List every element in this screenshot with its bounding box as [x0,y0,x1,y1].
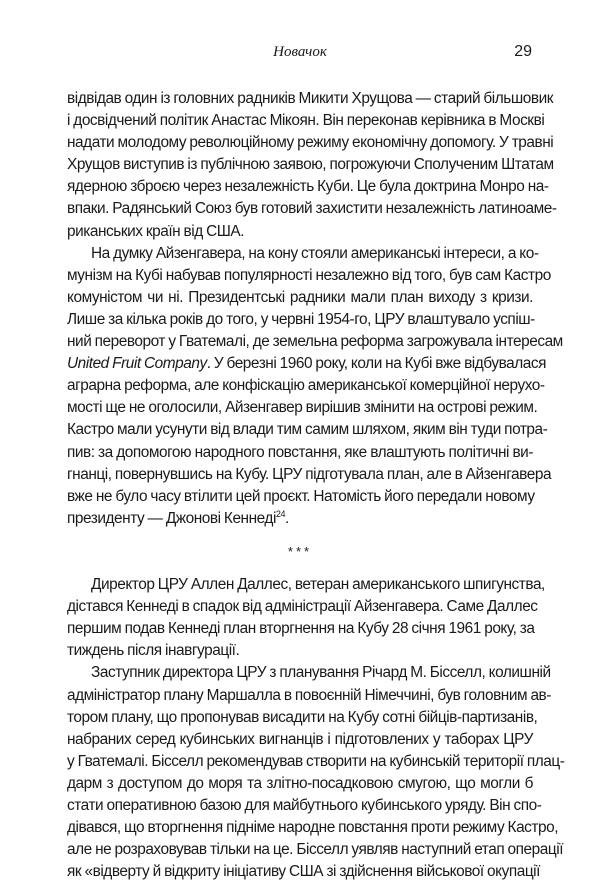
text-line: гнанці, повернувшись на Кубу. ЦРУ підготувала план, але в Айзенгавера [67,465,552,483]
text-line: Директор ЦРУ Аллен Даллес, ветеран американського шпигунства, [91,576,545,594]
text-line: Кастро мали усунути від влади тим самим шляхом, яким він туди потра- [67,421,548,439]
text-line: і досвідчений політик Анастас Мікоян. Він переконав керівника в Москві [67,112,545,130]
section-separator: *** [287,543,313,559]
text-line: дівався, що вторгнення підніме народне повстання проти режиму Кастро, [67,819,559,837]
text-line: ний переворот у Гватемалі, де земельна реформа загрожувала інтересам [67,333,563,351]
text-line: стати оперативною базою для майбутнього кубинського уряду. Він спо- [67,797,542,814]
body-text [67,88,565,883]
text-line: На думку Айзенгавера, на кону стояли американські інтереси, а ко- [91,244,539,262]
footnote-marker: 24 [275,508,286,519]
text-line: тиждень після інавгурації. [67,642,240,660]
text-line: пив: за допомогою народного повстання, яке влаштують політичні ви- [67,443,533,461]
text-line: дістався Кеннеді в спадок від адміністрації Айзенгавера. Саме Даллес [67,598,538,616]
text-line: ядерною зброєю через незалежність Куби. Це була доктрина Монро на- [67,178,549,196]
text-line [67,508,533,530]
text-line-main: президенту — Джонові Кеннеді [67,509,276,527]
text-line: адміністратор плану Маршалла в повоєнній Німеччині, був головним ав- [67,686,551,704]
text-line: набраних серед кубинських вигнанців і підготовлених у таборах ЦРУ [67,730,533,748]
text-line-rest: . У березні 1960 року, коли на Кубі вже відбувалася [206,355,547,373]
text-line: у Гватемалі. Бісселл рекомендував створити на кубинській території плац- [67,752,565,770]
text-line: комуністом чи ні. Президентські радники мали план виходу з кризи. [67,288,533,306]
text-line: Заступник директора ЦРУ з планування Річард М. Бісселл, колишній [91,664,551,682]
text-line: надати молодому революційному режиму економічну допомогу. У травні [67,134,554,152]
text-line: відвідав один із головних радників Микити Хрущова — старий більшовик [67,90,554,107]
text-line: але не розраховував тільки на це. Бісселл уявляв наступний етап операції [67,841,564,859]
text-line: впаки. Радянський Союз був готовий захистити незалежність латиноаме- [67,200,557,218]
text-line: аграрна реформа, але конфіскацію американської комерційної нерухо- [67,377,545,395]
text-line [67,353,547,375]
italic-company-name: United Fruit Company [67,355,207,373]
text-line: мунізм на Кубі набував популярності незалежно від того, був сам Кастро [67,266,551,284]
text-line-end: . [285,509,289,527]
text-line: як «відверту й відкриту ініціативу США зі здійснення військової окупації [67,863,540,881]
text-line: дарм з доступом до моря та злітно-посадковою смугою, що могли б [67,774,533,792]
text-line: риканських країн від США. [67,222,245,240]
running-header [0,42,600,62]
text-line: мості ще не оголосили, Айзенгавер вирішив змінити на острові режим. [67,399,538,417]
text-line: першим подав Кеннеді план вторгнення на Кубу 28 січня 1961 року, за [67,620,535,638]
text-line: тором плану, що пропонував висадити на Кубу сотні бійців-партизанів, [67,708,538,726]
running-title: Новачок [273,44,327,60]
text-line: Хрущов виступив із публічною заявою, погрожуючи Сполученим Штатам [67,156,554,174]
text-line: вже не було часу втілити цей проєкт. Натомість його передали новому [67,487,535,505]
page-number: 29 [514,43,532,60]
text-line: Лише за кілька років до того, у червні 1954-го, ЦРУ влаштувало успіш- [67,310,535,328]
